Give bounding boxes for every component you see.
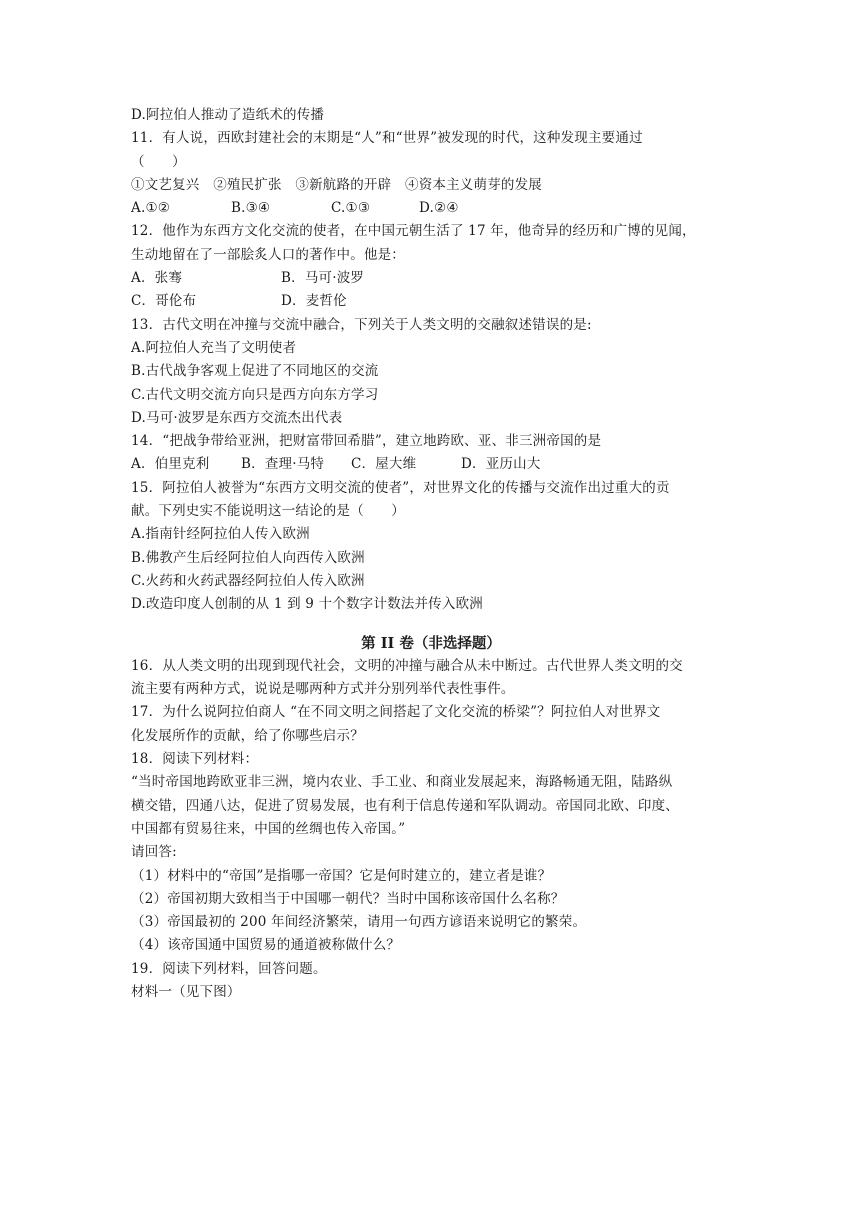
q15-option-c: C.火药和火药武器经阿拉伯人传入欧洲 bbox=[131, 572, 365, 589]
q18-material-line2: 横交错，四通八达，促进了贸易发展，也有利于信息传递和军队调动。帝国同北欧、印度、 bbox=[131, 797, 679, 814]
q14-option-a: A．伯里克利 bbox=[131, 456, 210, 473]
q11-option-b: B.③④ bbox=[231, 200, 271, 217]
q12-option-b: B．马可·波罗 bbox=[281, 270, 365, 287]
q14-stem: 14．“把战争带给亚洲，把财富带回希腊”，建立地跨欧、亚、非三洲帝国的是 bbox=[131, 433, 602, 450]
q14-option-c: C．屋大维 bbox=[351, 456, 417, 473]
q11-items: ①文艺复兴 ②殖民扩张 ③新航路的开辟 ④资本主义萌芽的发展 bbox=[131, 176, 542, 193]
q11-options bbox=[131, 197, 731, 220]
q14-option-b: B．查理·马特 bbox=[241, 456, 325, 473]
q17-line2: 化发展所作的贡献，给了你哪些启示？ bbox=[131, 727, 364, 744]
q18-material-line3: 中国都有贸易往来，中国的丝绸也传入帝国。” bbox=[131, 820, 406, 837]
q15-stem-line1: 15．阿拉伯人被誉为“东西方文明交流的使者”，对世界文化的传播与交流作出过重大的贡 bbox=[131, 479, 670, 496]
q19-material1: 材料一（见下图） bbox=[131, 983, 241, 1000]
q16-line2: 流主要有两种方式，说说是哪两种方式并分别列举代表性事件。 bbox=[131, 681, 515, 698]
q18-intro: 18．阅读下列材料： bbox=[131, 751, 259, 768]
q14-option-d: D．亚历山大 bbox=[461, 456, 541, 473]
q18-material-line1: “当时帝国地跨欧亚非三洲，境内农业、手工业、和商业发展起来，海路畅通无阻，陆路纵 bbox=[131, 774, 673, 791]
q18-sub4: （4）该帝国通中国贸易的通道被称做什么？ bbox=[131, 937, 401, 954]
q13-option-b: B.古代战争客观上促进了不同地区的交流 bbox=[131, 363, 379, 380]
q13-stem: 13．古代文明在冲撞与交流中融合，下列关于人类文明的交融叙述错误的是: bbox=[131, 316, 592, 333]
q18-sub2: （2）帝国初期大致相当于中国哪一朝代？当时中国称该帝国什么名称？ bbox=[131, 890, 565, 907]
q18-sub1: （1）材料中的“帝国”是指哪一帝国？它是何时建立的，建立者是谁？ bbox=[131, 867, 552, 884]
document-page bbox=[131, 104, 731, 1004]
q13-option-a: A.阿拉伯人充当了文明使者 bbox=[131, 339, 297, 356]
q11-option-a: A.①② bbox=[131, 200, 171, 217]
q17-line1: 17．为什么说阿拉伯商人 “在不同文明之间搭起了文化交流的桥梁”？阿拉伯人对世界文 bbox=[131, 704, 661, 721]
q11-option-c: C.①③ bbox=[331, 200, 371, 217]
q13-option-d: D.马可·波罗是东西方交流杰出代表 bbox=[131, 409, 343, 426]
q18-answer-prompt: 请回答: bbox=[131, 844, 177, 861]
q15-option-d: D.改造印度人创制的从 1 到 9 十个数字计数法并传入欧洲 bbox=[131, 596, 483, 613]
q12-stem-line1: 12．他作为东西方文化交流的使者，在中国元朝生活了 17 年，他奇异的经历和广博的见闻， bbox=[131, 223, 696, 240]
q19-intro: 19．阅读下列材料，回答问题。 bbox=[131, 960, 327, 977]
q10-option-d: D.阿拉伯人推动了造纸术的传播 bbox=[131, 107, 325, 123]
q12-option-a: A．张骞 bbox=[131, 270, 183, 287]
q11-option-d: D.②④ bbox=[419, 200, 459, 217]
q11-stem-line2: （ ） bbox=[131, 153, 186, 170]
q12-stem-line2: 生动地留在了一部脍炙人口的著作中。他是： bbox=[131, 246, 405, 263]
q12-option-d: D．麦哲伦 bbox=[281, 293, 347, 310]
q15-option-b: B.佛教产生后经阿拉伯人向西传入欧洲 bbox=[131, 549, 365, 566]
q15-stem-line2: 献。下列史实不能说明这一结论的是（ ） bbox=[131, 503, 405, 520]
q13-option-c: C.古代文明交流方向只是西方向东方学习 bbox=[131, 386, 379, 403]
q12-options-cd bbox=[131, 290, 731, 313]
q16-line1: 16．从人类文明的出现到现代社会，文明的冲撞与融合从未中断过。古代世界人类文明的交 bbox=[131, 657, 683, 674]
q12-options-ab bbox=[131, 267, 731, 290]
q18-sub3: （3）帝国最初的 200 年间经济繁荣，请用一句西方谚语来说明它的繁荣。 bbox=[131, 914, 587, 931]
q12-option-c: C．哥伦布 bbox=[131, 293, 197, 310]
section-2-title: 第 II 卷（非选择题） bbox=[361, 634, 501, 652]
q14-options bbox=[131, 453, 731, 476]
q15-option-a: A.指南针经阿拉伯人传入欧洲 bbox=[131, 526, 310, 543]
q11-stem-line1: 11．有人说，西欧封建社会的末期是“人”和“世界”被发现的时代，这种发现主要通过 bbox=[131, 130, 643, 147]
